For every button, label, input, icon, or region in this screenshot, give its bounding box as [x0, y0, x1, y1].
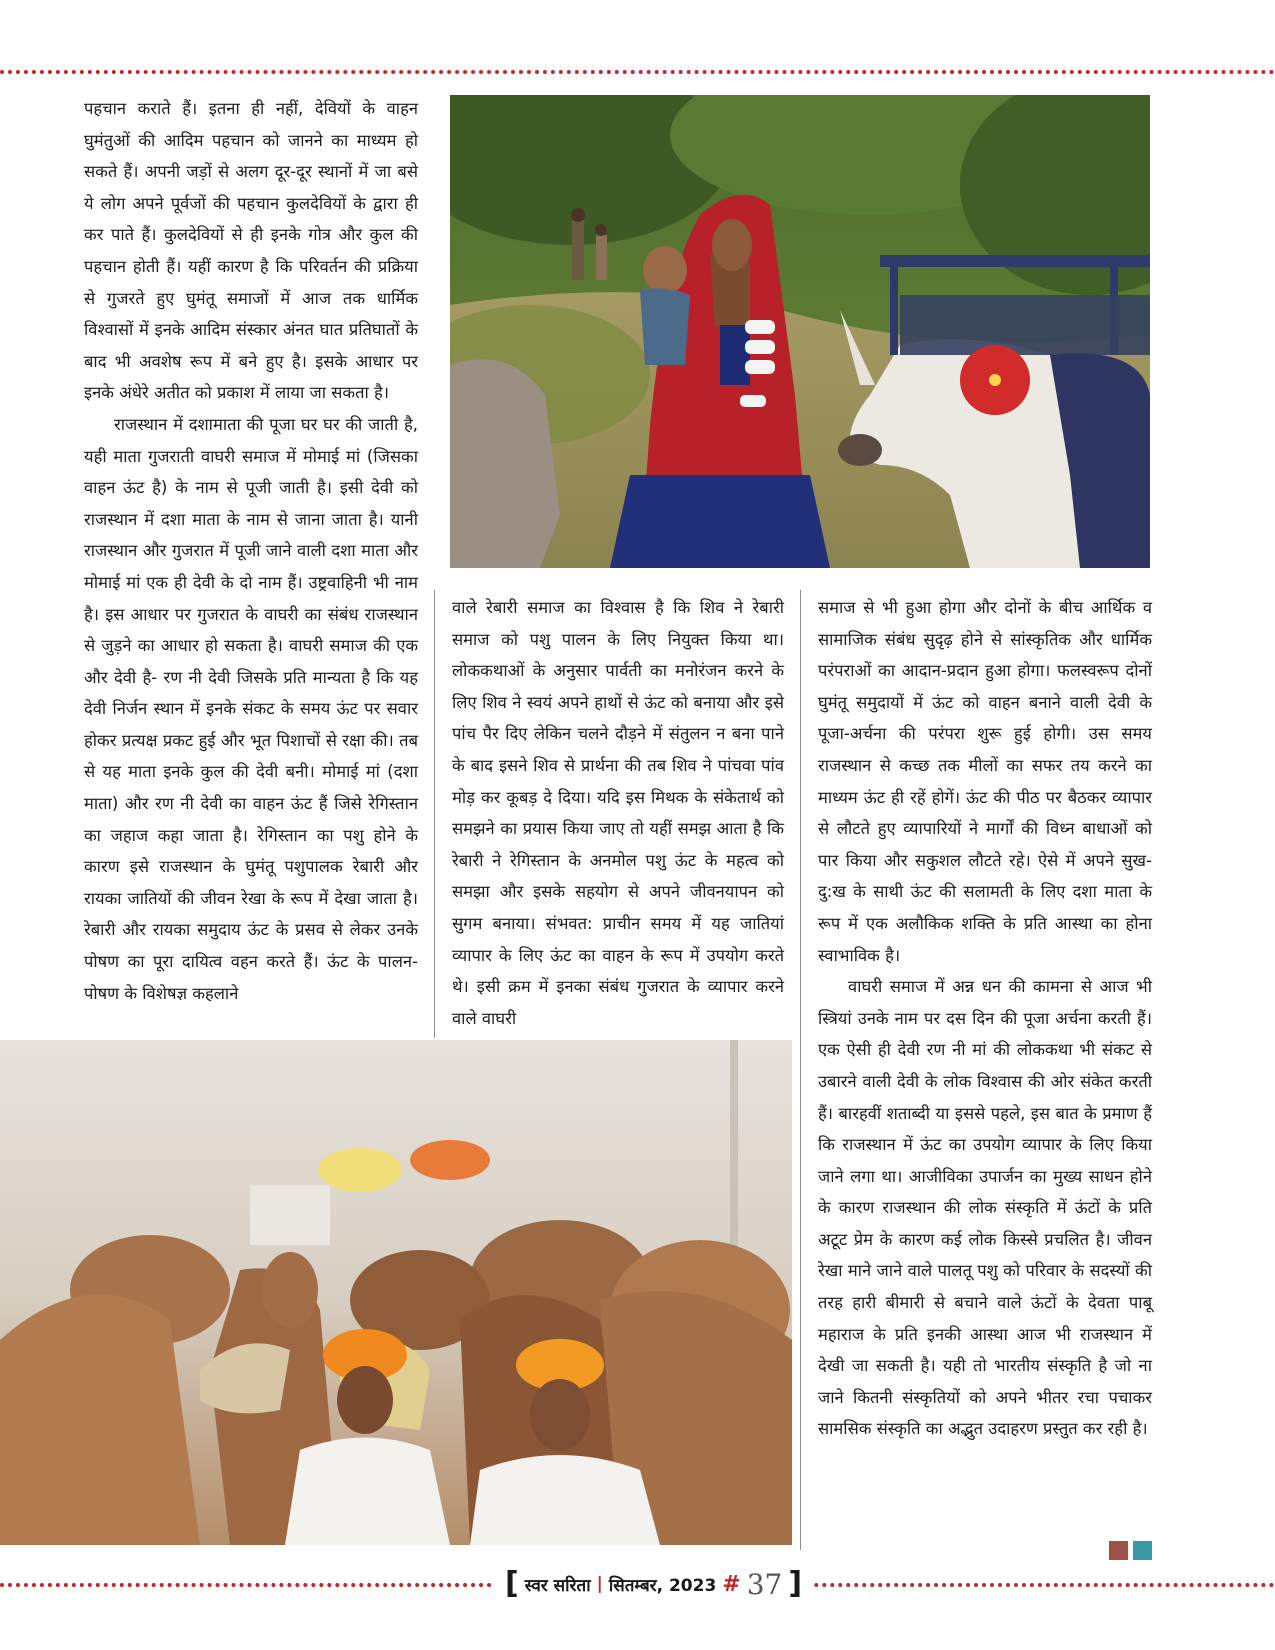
page-footer	[0, 1568, 1275, 1602]
footer-issue-date: सितम्बर, 2023	[608, 1575, 717, 1596]
text-column-1	[84, 93, 418, 1009]
text-column-2	[452, 592, 784, 1034]
end-mark-brown-square	[1109, 1541, 1128, 1560]
photo-camel-herders-art	[0, 1040, 792, 1545]
column3-paragraph-2: वाघरी समाज में अन्न धन की कामना से आज भी स्त्रियां उनके नाम पर दस दिन की पूजा अर्चना करती हैं। एक ऐसी ही देवी रण नी मां की लोककथा भी संकट से उबारने वाली देवी के लोक विश्वास की ओर संकेत करती हैं। बारहवीं शताब्दी या इससे पहले, इस बात के प्रमाण हैं कि राजस्थान में ऊंट का उपयोग व्यापार के लिए किया जाने लगा था। आजीविका उपार्जन का मुख्य साधन होने के कारण राजस्थान की लोक संस्कृति में ऊंटों के प्रति अटूट प्रेम के कारण कई लोक किस्से प्रचलित है। जीवन रेखा माने जाने वाले पालतू पशु को परिवार के सदस्यों की तरह हारी बीमारी से बचाने वाले ऊंटों के देवता पाबू महाराज के प्रति इनकी आस्था आज भी राजस्थान में देखी जा सकती है। यही तो भारतीय संस्कृति है जो ना जाने कितनी संस्कृतियों को अपने भीतर रचा पचाकर सामसिक संस्कृति का अद्भुत उदाहरण प्रस्तुत कर रही है।	[818, 977, 1152, 1439]
column-rule-left	[434, 590, 435, 1038]
footer-folio	[495, 1568, 812, 1600]
photo-woman-with-donkeys-art	[450, 95, 1150, 568]
photo-woman-with-donkeys	[450, 95, 1150, 568]
footer-magazine-name: स्वर सरिता	[524, 1575, 591, 1596]
column2-paragraph-1: वाले रेबारी समाज का विश्वास है कि शिव ने रेबारी समाज को पशु पालन के लिए नियुक्त किया था। लोककथाओं के अनुसार पार्वती का मनोरंजन करने के लिए शिव ने स्वयं अपने हाथों से ऊंट को बनाया और इसे पांच पैर दिए लेकिन चलने दौड़ने में संतुलन न बना पाने के बाद इसने शिव से प्रार्थना की तब शिव ने पांचवा पांव मोड़ कर कूबड़ दे दिया। यदि इस मिथक के संकेतार्थ को समझने का प्रयास किया जाए तो यहीं समझ आता है कि रेबारी ने रेगिस्तान के अनमोल पशु ऊंट के महत्व को समझा और इसके सहयोग से अपने जीवनयापन को सुगम बनाया। संभवत: प्राचीन समय में यह जातियां व्यापार के लिए ऊंट का वाहन के रूप में उपयोग करते थे। इसी क्रम में इनका संबंध गुजरात के व्यापार करने वाले वाघरी	[452, 598, 784, 1028]
photo-camel-herders	[0, 1040, 792, 1545]
page-number: 37	[746, 1567, 783, 1601]
column3-paragraph-1: समाज से भी हुआ होगा और दोनों के बीच आर्थिक व सामाजिक संबंध सुदृढ़ होने से सांस्कृतिक और धार्मिक परंपराओं का आदान-प्रदान हुआ होगा। फलस्वरूप दोनों घुमंतू समुदायों में ऊंट को वाहन बनाने वाली देवी के पूजा-अर्चना की परंपरा शुरू हुई होगी। उस समय राजस्थान से कच्छ तक मीलों का सफर तय करने का माध्यम ऊंट ही रहें होगें। ऊंट की पीठ पर बैठकर व्यापार से लौटते हुए व्यापारियों ने मार्गों की विध्न बाधाओं को पार किया और सकुशल लौटते रहे। ऐसे में अपने सुख-दु:ख के साथी ऊंट की सलामती के लिए दशा माता के रूप में एक अलौकिक शक्ति के प्रति आस्था का होना स्वाभाविक है।	[818, 598, 1152, 965]
column1-paragraph-1: पहचान कराते हैं। इतना ही नहीं, देवियों के वाहन घुमंतुओं की आदिम पहचान को जानने का माध्यम हो सकते हैं। अपनी जड़ों से अलग दूर-दूर स्थानों में जा बसे ये लोग अपने पूर्वजों की पहचान कुलदेवियों के द्वारा ही कर पाते हैं। कुलदेवियों से ही इनके गोत्र और कुल की पहचान होती हैं। यहीं कारण है कि परिवर्तन की प्रक्रिया से गुजरते हुए घुमंतू समाजों में आज तक धार्मिक विश्वासों में इनके आदिम संस्कार अंनत घात प्रतिघातों के बाद भी अवशेष रूप में बने हुए है। इसके आधार पर इनके अंधेरे अतीत को प्रकाश में लाया जा सकता है।	[84, 99, 418, 403]
text-column-3	[818, 592, 1152, 1445]
column1-paragraph-2: राजस्थान में दशामाता की पूजा घर घर की जाती है, यही माता गुजराती वाघरी समाज में मोमाई मां (जिसका वाहन ऊंट है) के नाम से पूजी जाती है। इसी देवी को राजस्थान में दशा माता के नाम से जाना जाता है। यानी राजस्थान और गुजरात में पूजी जाने वाली दशा माता और मोमाई मां एक ही देवी के दो नाम हैं। उष्ट्रवाहिनी भी नाम है। इस आधार पर गुजरात के वाघरी का संबंध राजस्थान से जुड़ने का आधार हो सकता है। वाघरी समाज की एक और देवी है- रण नी देवी जिसके प्रति मान्यता है कि यह देवी निर्जन स्थान में इनके संकट के समय ऊंट पर सवार होकर प्रत्यक्ष प्रकट हुई और भूत पिशाचों से रक्षा की। तब से यह माता इनके कुल की देवी बनी। मोमाई मां (दशा माता) और रण नी देवी का वाहन ऊंट हैं जिसे रेगिस्तान का जहाज कहा जाता है। रेगिस्तान का पशु होने के कारण इसे राजस्थान के घुमंतू पशुपालक रेबारी और रायका जातियों की जीवन रेखा के रूप में देखा जाता है। रेबारी और रायका समुदाय ऊंट के प्रसव से लेकर उनके पोषण का पूरा दायित्व वहन करते हैं। ऊंट के पालन-पोषण के विशेषज्ञ कहलाने	[84, 414, 418, 1003]
footer-bracket-left: [	[505, 1566, 519, 1601]
column-rule-right	[800, 590, 801, 1550]
top-dotted-rule	[0, 70, 1275, 74]
footer-hash: #	[722, 1571, 741, 1597]
footer-bracket-right: ]	[788, 1566, 803, 1601]
footer-separator: |	[596, 1574, 603, 1594]
end-mark-teal-square	[1133, 1541, 1152, 1560]
